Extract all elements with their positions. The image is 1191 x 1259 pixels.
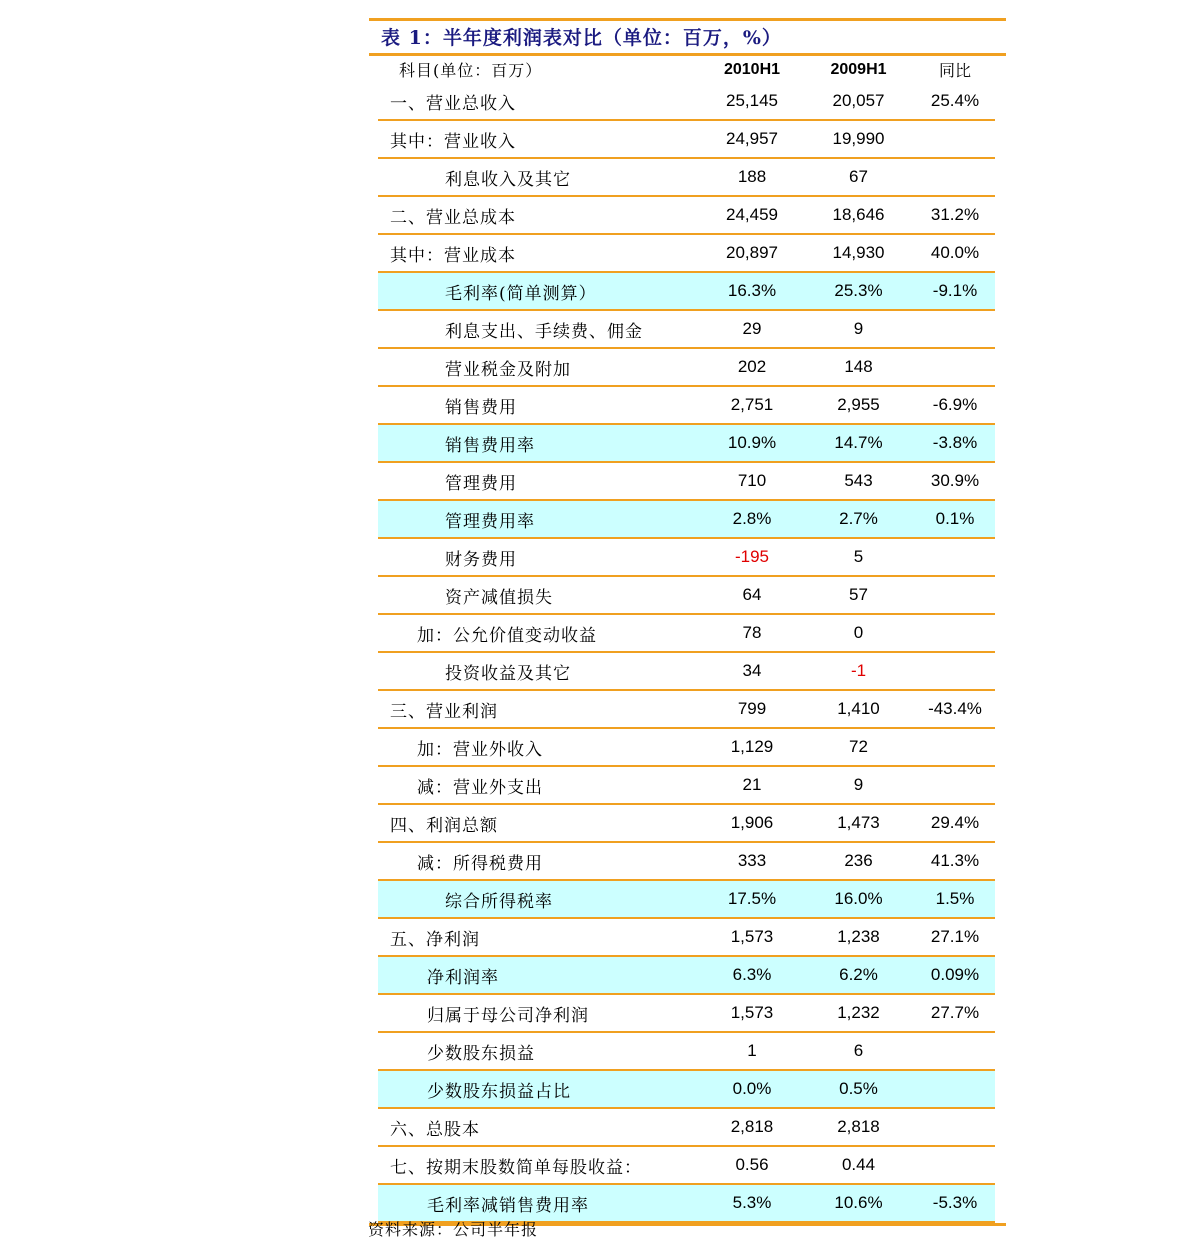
- header-item: 科目(单位：百万）: [399, 61, 543, 80]
- value-2009h1: 543: [844, 471, 873, 490]
- value-2009h1: 0.44: [841, 1155, 876, 1174]
- value-2010h1: 78: [742, 623, 762, 642]
- value-2010h1: 188: [737, 167, 767, 186]
- table-row: [378, 121, 995, 159]
- table-title: 表 1：半年度利润表对比（单位：百万，%）: [381, 27, 782, 49]
- value-yoy: 0.1%: [935, 509, 975, 528]
- value-2010h1: 5.3%: [732, 1193, 772, 1212]
- row-label: 利息收入及其它: [445, 169, 571, 190]
- table-row: [378, 1147, 995, 1185]
- value-yoy: 31.2%: [930, 205, 980, 224]
- value-2010h1: 710: [737, 471, 767, 490]
- header-2010h1: 2010H1: [723, 60, 781, 78]
- row-label: 毛利率(简单测算）: [445, 283, 597, 304]
- profit-table: [369, 18, 1006, 1226]
- value-2010h1: 17.5%: [727, 889, 777, 908]
- table-row: [378, 349, 995, 387]
- row-label: 销售费用: [445, 397, 517, 418]
- value-2010h1: -195: [734, 547, 770, 566]
- row-label: 营业税金及附加: [445, 359, 571, 380]
- value-2010h1: 2,751: [730, 395, 774, 414]
- row-label: 归属于母公司净利润: [427, 1005, 589, 1026]
- value-2009h1: 14.7%: [834, 433, 883, 452]
- value-yoy: -43.4%: [928, 699, 982, 718]
- row-label: 一、营业总收入: [390, 93, 516, 114]
- row-label: 少数股东损益占比: [427, 1081, 571, 1102]
- value-2009h1: 1,238: [837, 927, 880, 946]
- value-2010h1: 1,573: [730, 1003, 774, 1022]
- table-row: [378, 577, 995, 615]
- value-2009h1: 0.5%: [839, 1079, 878, 1098]
- value-2010h1: 24,957: [726, 129, 778, 148]
- row-label: 管理费用率: [445, 511, 535, 532]
- table-row: [378, 1109, 995, 1147]
- value-2009h1: 2.7%: [839, 509, 878, 528]
- value-yoy: 40.0%: [930, 243, 980, 262]
- value-yoy: -9.1%: [932, 281, 978, 300]
- value-2010h1: 333: [737, 851, 767, 870]
- value-yoy: 30.9%: [930, 471, 980, 490]
- value-2010h1: 0.56: [735, 1155, 769, 1174]
- row-label: 五、净利润: [390, 929, 480, 950]
- row-label: 其中：营业成本: [390, 245, 516, 266]
- table-row: [378, 615, 995, 653]
- value-2009h1: 9: [853, 775, 864, 794]
- value-2010h1: 34: [742, 661, 762, 680]
- value-2010h1: 799: [737, 699, 767, 718]
- table-row: [378, 653, 995, 691]
- value-2009h1: 16.0%: [834, 889, 883, 908]
- value-2009h1: 18,646: [832, 205, 885, 224]
- row-label: 投资收益及其它: [445, 663, 571, 684]
- value-yoy: 27.7%: [930, 1003, 980, 1022]
- table-row: [378, 805, 995, 843]
- value-2010h1: 24,459: [726, 205, 778, 224]
- row-label: 销售费用率: [445, 435, 535, 456]
- table-body: [378, 56, 995, 1223]
- row-label: 加：公允价值变动收益: [417, 625, 597, 646]
- value-2010h1: 2.8%: [732, 509, 772, 528]
- value-2009h1: 0: [853, 623, 864, 642]
- value-2009h1: 14,930: [832, 243, 885, 262]
- value-2010h1: 1: [747, 1041, 757, 1060]
- value-2010h1: 21: [742, 775, 762, 794]
- row-label: 利息支出、手续费、佣金: [445, 321, 643, 342]
- row-label: 减：营业外支出: [417, 777, 543, 798]
- row-label: 净利润率: [427, 967, 499, 988]
- value-2010h1: 6.3%: [732, 965, 772, 984]
- table-row: [378, 159, 995, 197]
- value-2010h1: 10.9%: [727, 433, 777, 452]
- value-2010h1: 0.0%: [732, 1079, 772, 1098]
- table-row: [378, 995, 995, 1033]
- value-2010h1: 1,129: [730, 737, 774, 756]
- row-label: 其中：营业收入: [390, 131, 516, 152]
- value-2009h1: 1,410: [837, 699, 880, 718]
- value-2009h1: 236: [844, 851, 873, 870]
- value-2009h1: 148: [844, 357, 873, 376]
- table-row: [378, 387, 995, 425]
- header-yoy: 同比: [938, 61, 971, 80]
- table-row: [378, 729, 995, 767]
- value-yoy: -3.8%: [932, 433, 978, 452]
- value-2010h1: 1,573: [730, 927, 774, 946]
- row-label: 七、按期末股数简单每股收益：: [390, 1157, 642, 1178]
- value-2010h1: 2,818: [730, 1117, 774, 1136]
- row-label: 综合所得税率: [445, 891, 553, 912]
- table-row: [378, 691, 995, 729]
- value-yoy: 25.4%: [930, 91, 980, 110]
- row-label: 六、总股本: [390, 1119, 480, 1140]
- table-row: [378, 539, 995, 577]
- value-2009h1: 5: [853, 547, 864, 566]
- value-2009h1: 57: [849, 585, 868, 604]
- table-row: [378, 1033, 995, 1071]
- table-row: [378, 235, 995, 273]
- value-yoy: -6.9%: [932, 395, 978, 414]
- row-label: 管理费用: [445, 473, 517, 494]
- value-2009h1: 9: [853, 319, 864, 338]
- value-2009h1: 6.2%: [839, 965, 878, 984]
- table-row: [378, 463, 995, 501]
- value-2009h1: 20,057: [832, 91, 885, 110]
- value-yoy: 27.1%: [930, 927, 980, 946]
- table-header: [378, 56, 995, 83]
- source-note: 资料来源：公司半年报: [368, 1220, 539, 1239]
- value-yoy: 0.09%: [930, 965, 980, 984]
- table-row: [378, 1071, 995, 1109]
- value-2009h1: 2,955: [837, 395, 880, 414]
- value-2010h1: 64: [742, 585, 762, 604]
- value-2009h1: 1,473: [837, 813, 880, 832]
- value-yoy: -5.3%: [932, 1193, 978, 1212]
- value-2010h1: 20,897: [726, 243, 778, 262]
- value-2009h1: 19,990: [832, 129, 885, 148]
- row-label: 毛利率减销售费用率: [427, 1195, 589, 1216]
- table-row: [378, 919, 995, 957]
- table-row: [378, 843, 995, 881]
- row-label: 四、利润总额: [390, 815, 498, 836]
- table-row: [378, 83, 995, 121]
- value-2010h1: 16.3%: [727, 281, 777, 300]
- value-2009h1: 72: [849, 737, 868, 756]
- table-row: [378, 197, 995, 235]
- value-2010h1: 1,906: [730, 813, 774, 832]
- value-yoy: 1.5%: [935, 889, 975, 908]
- value-yoy: 41.3%: [930, 851, 980, 870]
- table-row: [378, 957, 995, 995]
- value-2009h1: -1: [850, 661, 867, 680]
- table-row: [378, 501, 995, 539]
- row-label: 财务费用: [445, 549, 517, 570]
- value-2010h1: 25,145: [726, 91, 778, 110]
- value-2009h1: 67: [849, 167, 868, 186]
- row-label: 少数股东损益: [427, 1043, 535, 1064]
- value-2009h1: 1,232: [837, 1003, 880, 1022]
- value-yoy: 29.4%: [930, 813, 980, 832]
- table-row: [378, 425, 995, 463]
- table-row: [378, 311, 995, 349]
- value-2009h1: 10.6%: [834, 1193, 883, 1212]
- row-label: 二、营业总成本: [390, 207, 516, 228]
- row-label: 加：营业外收入: [417, 739, 543, 760]
- table-row: [378, 273, 995, 311]
- value-2009h1: 6: [853, 1041, 864, 1060]
- row-label: 三、营业利润: [390, 701, 498, 722]
- value-2010h1: 29: [742, 319, 762, 338]
- value-2010h1: 202: [737, 357, 767, 376]
- table-row: [378, 881, 995, 919]
- value-2009h1: 25.3%: [834, 281, 883, 300]
- table-row: [378, 767, 995, 805]
- row-label: 减：所得税费用: [417, 853, 543, 874]
- header-2009h1: 2009H1: [830, 60, 887, 78]
- value-2009h1: 2,818: [837, 1117, 880, 1136]
- row-label: 资产减值损失: [445, 587, 553, 608]
